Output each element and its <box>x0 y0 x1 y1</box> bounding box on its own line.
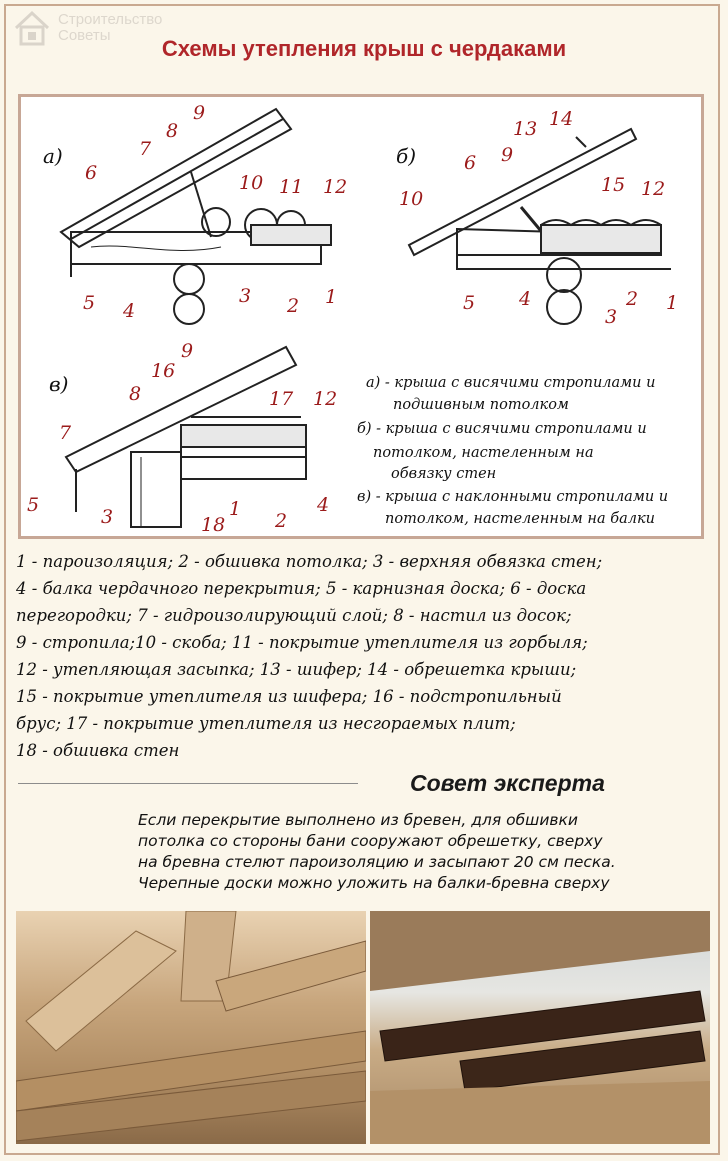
label-b-2: 2 <box>626 288 639 310</box>
label-a-10: 10 <box>239 172 264 194</box>
expert-line-4: Черепные доски можно уложить на балки-бревна сверху <box>138 874 610 892</box>
diagram-a-drawing <box>61 109 331 324</box>
roof-diagram-panel <box>18 94 704 539</box>
legend-line-5: 12 - утепляющая засыпка; 13 - шифер; 14 - обрешетка крыши; <box>16 660 577 679</box>
expert-line-1: Если перекрытие выполнено из бревен, для обшивки <box>138 811 578 829</box>
label-b-14: 14 <box>549 108 574 130</box>
label-c-3: 3 <box>101 506 114 528</box>
watermark-line-1: Строительство <box>58 11 163 28</box>
label-c-17: 17 <box>269 388 294 410</box>
label-b-4: 4 <box>519 288 532 310</box>
label-a-3: 3 <box>239 285 252 307</box>
legend-block <box>16 552 722 762</box>
label-c-16: 16 <box>151 360 176 382</box>
label-c-18: 18 <box>201 514 226 536</box>
roof-diagram <box>21 97 701 536</box>
label-b-3: 3 <box>605 306 618 328</box>
legend-line-1: 1 - пароизоляция; 2 - обшивка потолка; 3 - верхняя обвязка стен; <box>16 552 603 571</box>
caption-a-line2: подшивным потолком <box>393 397 569 413</box>
log-ceiling-photo-left <box>16 911 366 1144</box>
variant-label-b: б) <box>396 144 417 168</box>
legend-line-8: 18 - обшивка стен <box>16 741 180 760</box>
section-divider <box>18 783 358 784</box>
variant-label-c: в) <box>49 372 69 396</box>
label-b-12: 12 <box>641 178 666 200</box>
label-c-8: 8 <box>129 383 142 405</box>
caption-b-line3: обвязку стен <box>391 466 497 482</box>
expert-line-3: на бревна стелют пароизоляцию и засыпают 20 см песка. <box>138 853 616 871</box>
legend-line-6: 15 - покрытие утеплителя из шифера; 16 - подстропильный <box>16 687 562 706</box>
label-b-9: 9 <box>501 144 514 166</box>
label-c-12: 12 <box>313 388 338 410</box>
legend-line-2: 4 - балка чердачного перекрытия; 5 - карнизная доска; 6 - доска <box>16 579 587 598</box>
watermark-line-2: Советы <box>58 27 111 44</box>
label-c-5: 5 <box>27 494 40 516</box>
expert-title: Совет эксперта <box>410 770 605 796</box>
label-c-1: 1 <box>229 498 242 520</box>
label-a-5: 5 <box>83 292 96 314</box>
label-b-6: 6 <box>464 152 477 174</box>
label-b-13: 13 <box>513 118 538 140</box>
caption-c-line2: потолком, настеленным на балки <box>385 511 655 527</box>
caption-b-line2: потолком, настеленным на <box>373 445 594 461</box>
caption-b-line1: б) - крыша с висячими стропилами и <box>357 421 647 437</box>
label-c-4: 4 <box>317 494 330 516</box>
label-a-12: 12 <box>323 176 348 198</box>
label-b-1: 1 <box>666 292 679 314</box>
legend-line-3: перегородки; 7 - гидроизолирующий слой; 8 - настил из досок; <box>16 606 572 625</box>
label-c-2: 2 <box>275 510 288 532</box>
log-ceiling-photo-right <box>370 911 710 1144</box>
label-a-4: 4 <box>123 300 136 322</box>
label-a-9: 9 <box>193 102 206 124</box>
label-b-10: 10 <box>399 188 424 210</box>
variant-label-a: а) <box>43 144 63 168</box>
legend-line-4: 9 - стропила;10 - скоба; 11 - покрытие утеплителя из горбыля; <box>16 633 588 652</box>
expert-line-2: потолка со стороны бани сооружают обрешетку, сверху <box>138 832 603 850</box>
label-b-5: 5 <box>463 292 476 314</box>
label-a-7: 7 <box>139 138 152 160</box>
label-a-6: 6 <box>85 162 98 184</box>
label-c-9: 9 <box>181 340 194 362</box>
legend-line-7: брус; 17 - покрытие утеплителя из несгораемых плит; <box>16 714 516 733</box>
label-b-15: 15 <box>601 174 626 196</box>
diagram-c-drawing <box>66 347 306 527</box>
label-a-2: 2 <box>287 295 300 317</box>
label-a-1: 1 <box>325 286 338 308</box>
label-a-8: 8 <box>166 120 179 142</box>
caption-c-line1: в) - крыша с наклонными стропилами и <box>357 489 669 505</box>
expert-advice <box>138 810 718 894</box>
label-c-7: 7 <box>59 422 72 444</box>
label-a-11: 11 <box>279 176 304 198</box>
caption-a-line1: а) - крыша с висячими стропилами и <box>366 375 656 391</box>
page-title: Схемы утепления крыш с чердаками <box>161 36 567 61</box>
